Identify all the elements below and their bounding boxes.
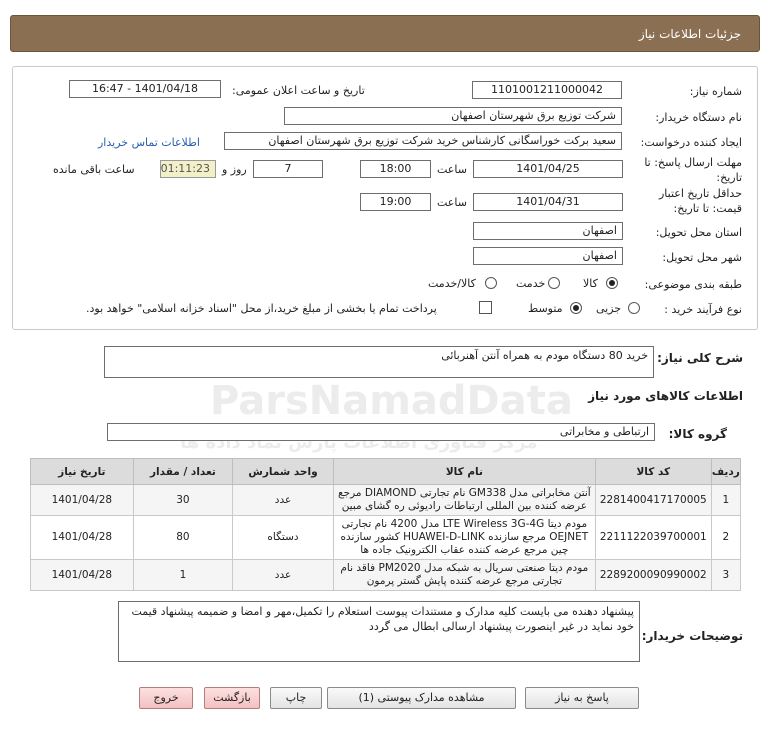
items-table [30, 458, 741, 591]
process-radio-minor[interactable] [628, 302, 640, 314]
goods-group-field: ارتباطی و مخابراتی [107, 423, 655, 441]
cell-item-code: 2211122039700001 [595, 516, 711, 560]
reply-time-field: 18:00 [360, 160, 431, 178]
buyer-notes-label: توضیحات خریدار: [641, 629, 743, 643]
col-need-date: تاریخ نیاز [31, 459, 134, 485]
validity-time-label: ساعت [437, 196, 467, 209]
exit-button[interactable]: خروج [139, 687, 193, 709]
cell-need-date: 1401/04/28 [31, 560, 134, 591]
process-option-medium: متوسط [528, 302, 563, 315]
validity-label: حداقل تاریخ اعتبار [658, 187, 742, 200]
announce-label: تاریخ و ساعت اعلان عمومی: [232, 84, 365, 97]
summary-label: شرح کلی نیاز: [657, 351, 743, 365]
delivery-province-label: استان محل تحویل: [655, 226, 742, 239]
category-radio-goods[interactable] [606, 277, 618, 289]
print-button[interactable]: چاپ [270, 687, 322, 709]
cell-item-name: مودم دیتا LTE Wireless 3G-4G مدل 4200 نام تجارتی OEJNET مرجع سازنده HUAWEI-D-LINK کشور سازنده چین مرجع عرضه کننده عقاب الکترونیک جاده ها [333, 516, 595, 560]
remaining-label: ساعت باقی مانده [53, 163, 135, 176]
process-radio-medium[interactable] [570, 302, 582, 314]
col-row-number: ردیف [711, 459, 740, 485]
category-option-goods-service: کالا/خدمت [428, 277, 476, 290]
delivery-province-field: اصفهان [473, 222, 623, 240]
category-radio-goods-service[interactable] [485, 277, 497, 289]
validity-time-field: 19:00 [360, 193, 431, 211]
page-title-bar [10, 15, 760, 52]
creator-label: ایجاد کننده درخواست: [640, 136, 742, 149]
cell-need-date: 1401/04/28 [31, 516, 134, 560]
cell-row-number: 3 [711, 560, 740, 591]
back-button[interactable]: بازگشت [204, 687, 260, 709]
reply-deadline-label: مهلت ارسال پاسخ: تا [644, 156, 742, 169]
category-option-goods: کالا [583, 277, 598, 290]
treasury-payment-checkbox[interactable] [479, 301, 492, 314]
category-radio-service[interactable] [548, 277, 560, 289]
cell-row-number: 1 [711, 485, 740, 516]
cell-quantity: 30 [133, 485, 233, 516]
reply-deadline-label-2: تاریخ: [716, 171, 742, 184]
announce-field: 1401/04/18 - 16:47 [69, 80, 221, 98]
validity-label-2: قیمت: تا تاریخ: [673, 202, 742, 215]
remaining-time-field: 01:11:23 [160, 160, 216, 178]
col-item-name: نام کالا [333, 459, 595, 485]
table-row [31, 560, 741, 591]
col-item-code: کد کالا [595, 459, 711, 485]
need-number-label: شماره نیاز: [689, 85, 742, 98]
reply-time-label: ساعت [437, 163, 467, 176]
process-option-minor: جزیی [596, 302, 622, 315]
goods-info-title: اطلاعات کالاهای مورد نیاز [588, 389, 743, 403]
col-unit: واحد شمارش [233, 459, 334, 485]
summary-field: خرید 80 دستگاه مودم به همراه آنتن آهنربائی [104, 346, 654, 378]
buyer-org-field: شرکت توزیع برق شهرستان اصفهان [284, 107, 622, 125]
cell-unit: عدد [233, 560, 334, 591]
cell-row-number: 2 [711, 516, 740, 560]
goods-group-label: گروه کالا: [668, 427, 727, 441]
cell-unit: دستگاه [233, 516, 334, 560]
cell-unit: عدد [233, 485, 334, 516]
validity-date-field: 1401/04/31 [473, 193, 623, 211]
cell-need-date: 1401/04/28 [31, 485, 134, 516]
treasury-payment-note: پرداخت تمام یا بخشی از مبلغ خرید،از محل "اسناد خزانه اسلامی" خواهد بود. [86, 302, 437, 315]
table-header-row [31, 459, 741, 485]
page-title: جزئیات اطلاعات نیاز [638, 26, 741, 41]
watermark-brand: ParsNamadData [210, 378, 573, 424]
watermark-fa: مرکز فناوری اطلاعات پارس نماد داده ها [180, 432, 538, 453]
table-row [31, 516, 741, 560]
category-label: طبقه بندی موضوعی: [644, 278, 742, 291]
cell-item-code: 2281400417170005 [595, 485, 711, 516]
process-label: نوع فرآیند خرید : [664, 303, 742, 316]
need-number-field: 1101001211000042 [472, 81, 622, 99]
delivery-city-field: اصفهان [473, 247, 623, 265]
buyer-org-label: نام دستگاه خریدار: [655, 111, 742, 124]
reply-date-field: 1401/04/25 [473, 160, 623, 178]
category-option-service: خدمت [516, 277, 546, 290]
col-quantity: تعداد / مقدار [133, 459, 233, 485]
buyer-contact-link[interactable]: اطلاعات تماس خریدار [98, 136, 200, 149]
creator-field: سعید برکت خوراسگانی کارشناس خرید شرکت توزیع برق شهرستان اصفهان [224, 132, 622, 150]
days-label: روز و [222, 163, 247, 176]
attachments-button[interactable]: مشاهده مدارک پیوستی (1) [327, 687, 516, 709]
delivery-city-label: شهر محل تحویل: [662, 251, 742, 264]
cell-item-name: مودم دیتا صنعتی سریال به شبکه مدل PM2020 فاقد نام تجارتی مرجع عرضه کننده پایش گستر پرمون [333, 560, 595, 591]
reply-button[interactable]: پاسخ به نیاز [525, 687, 639, 709]
buyer-notes-field: پیشنهاد دهنده می بایست کلیه مدارک و مستندات پیوست استعلام را تکمیل،مهر و امضا و ضمیمه پیشنهاد قیمت خود نماید در غیر اینصورت پیشنهاد ارسالی ابطال می گردد [118, 601, 640, 662]
cell-quantity: 80 [133, 516, 233, 560]
table-row [31, 485, 741, 516]
cell-item-code: 2289200090990002 [595, 560, 711, 591]
days-field: 7 [253, 160, 323, 178]
cell-quantity: 1 [133, 560, 233, 591]
cell-item-name: آنتن مخابراتی مدل GM338 نام تجارتی DIAMOND مرجع عرضه کننده بین المللی ارتباطات رادیوئی ره گشای مبین [333, 485, 595, 516]
